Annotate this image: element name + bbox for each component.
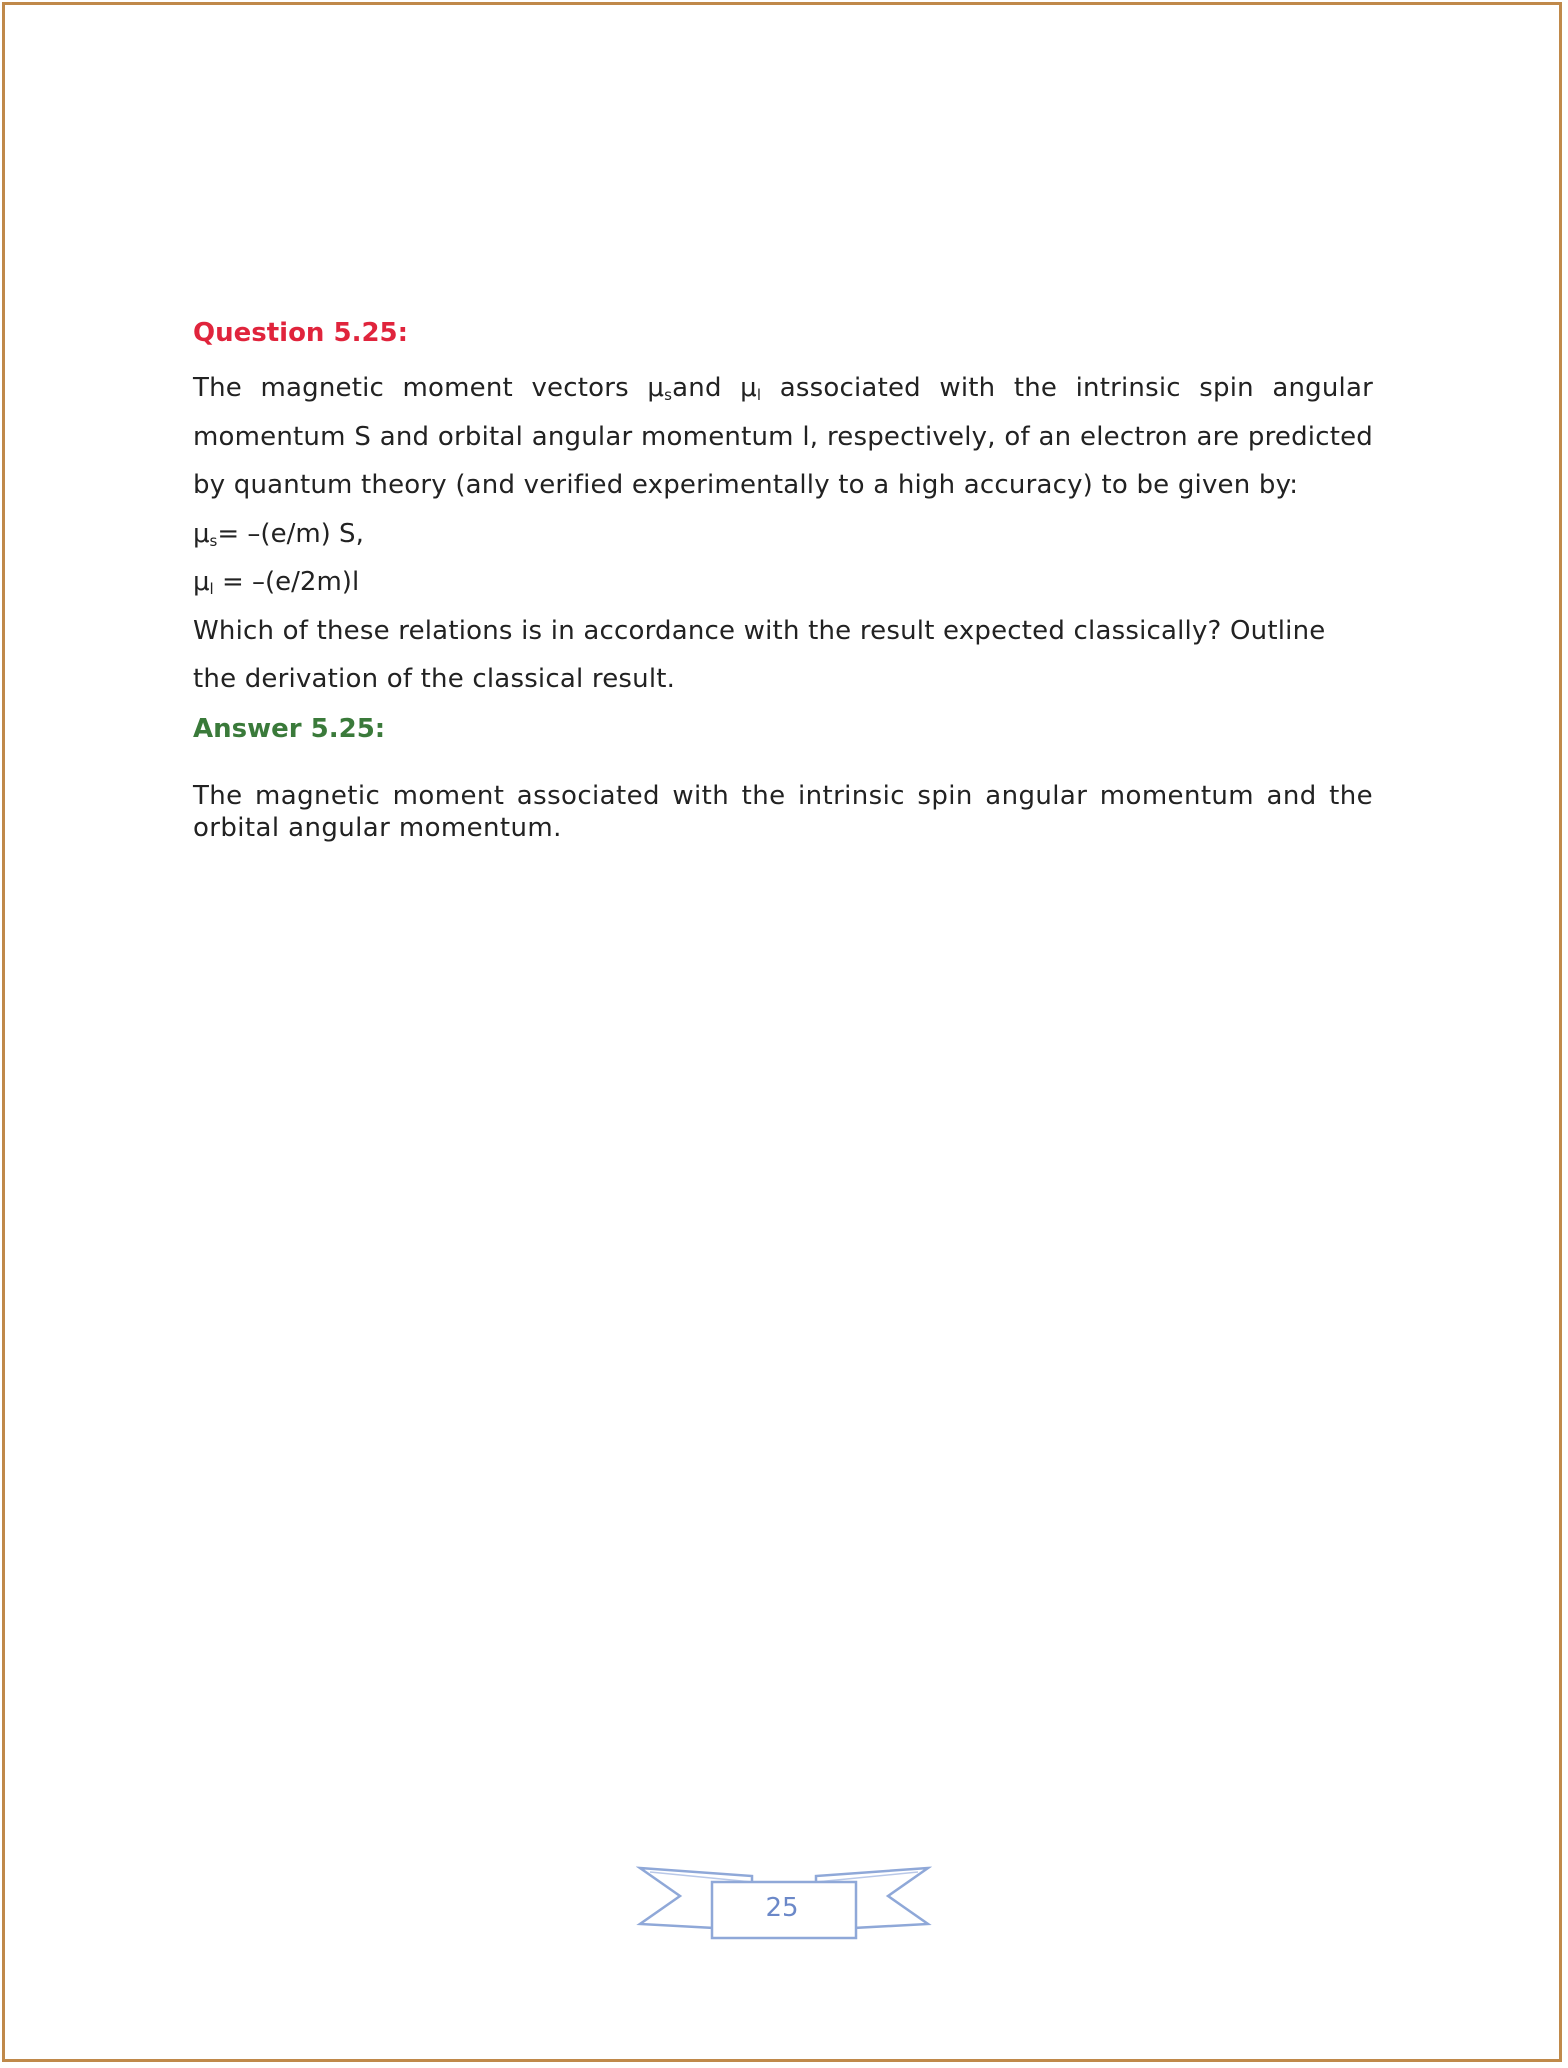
question-heading: Question 5.25: — [193, 318, 409, 348]
question-line-7: the derivation of the classical result. — [193, 664, 676, 694]
mu-l-subscript: l — [756, 386, 762, 404]
page-number: 25 — [765, 1893, 799, 1923]
question-line-2: momentum S and orbital angular momentum l, respectively, of an electron are predicted — [193, 421, 1373, 452]
formula-spin-moment: $\mu_s= -(e/m)$ S, — [193, 518, 364, 550]
question-line-6: Which of these relations is in accordance with the result expected classically? Outline — [193, 615, 1326, 646]
formula-orbital-moment: $\mu_l = -(e/2m)l$ — [193, 567, 360, 598]
content-area — [193, 316, 1373, 844]
page-border — [2, 2, 1562, 2062]
mu-s-subscript: s — [664, 386, 673, 404]
question-line-1: The magnetic moment vectors $\mu_sand$ $\mu_l$ associated with the intrinsic spin angular — [193, 373, 1373, 404]
answer-heading: Answer 5.25: — [193, 713, 386, 744]
answer-body: The magnetic moment associated with the intrinsic spin angular momentum and the orbital angular momentum. — [193, 780, 1373, 843]
question-line-3: by quantum theory (and verified experimentally to a high accuracy) to be given by: — [193, 470, 1299, 500]
